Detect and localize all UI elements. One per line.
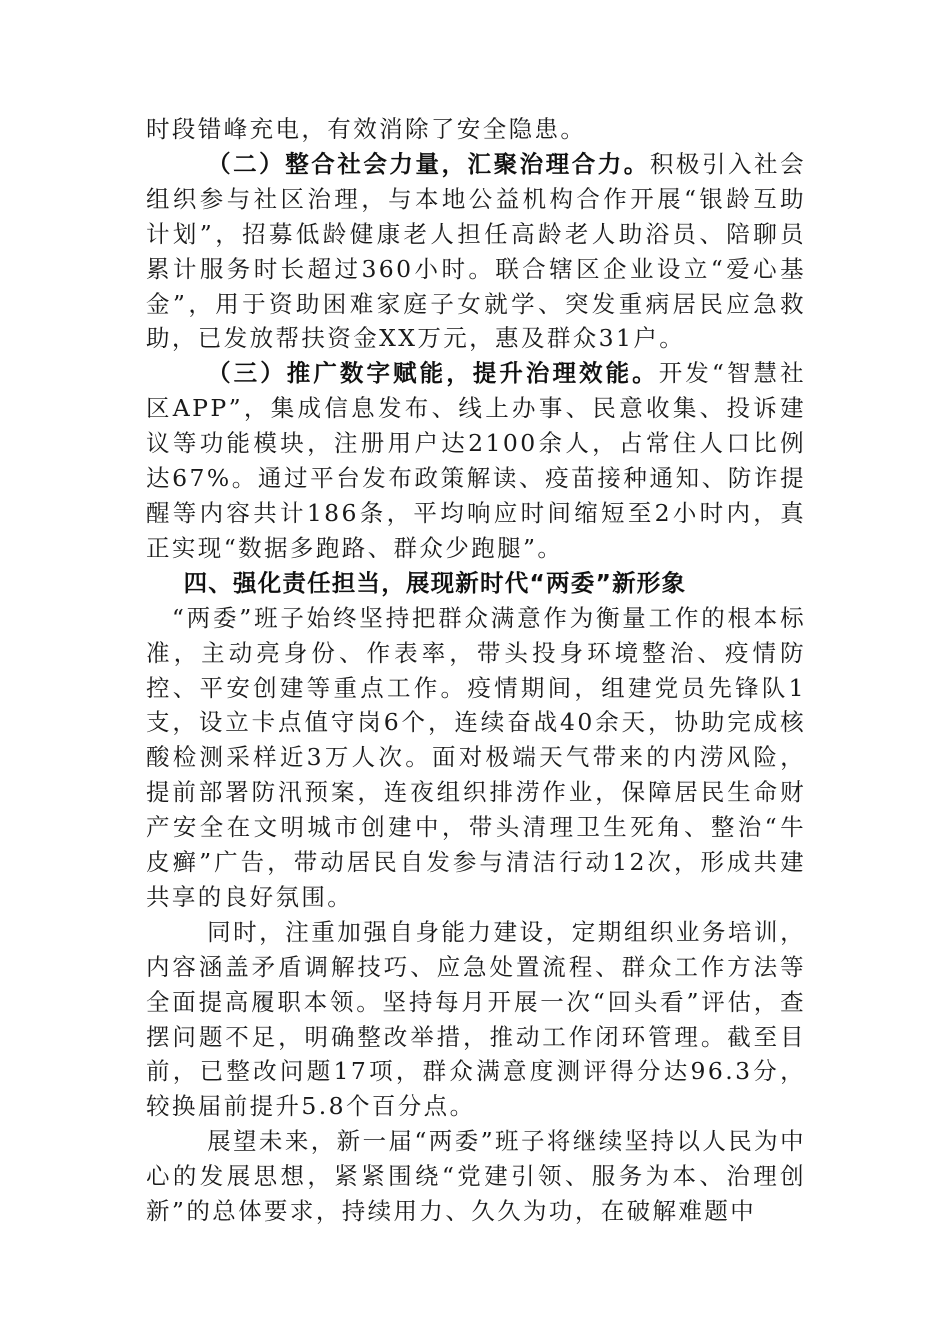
paragraph-capacity: 同时，注重加强自身能力建设，定期组织业务培训，内容涵盖矛盾调解技巧、应急处置流程、群众工作方法等全面提高履职本领。坚持每月开展一次“回头看”评估，查摆问题不足，明确整改举措，推动工作闭环管理。截至目前，已整改问题17项，群众满意度测评得分达96.3分，较换届前提升5.8个百分点。 (146, 917, 806, 1121)
paragraph-text: 开发“智慧社区APP”，集成信息发布、线上办事、民意收集、投诉建议等功能模块，注册用户达2100余人，占常住人口比例达67%。通过平台发布政策解读、疫苗接种通知、防诈提醒等内容共计186条，平均响应时间缩短至2小时内，真正实现“数据多跑路、群众少跑腿”。 (146, 359, 806, 562)
paragraph-lead: （二）整合社会力量，汇聚治理合力。 (207, 149, 650, 178)
document-body (146, 112, 806, 1229)
paragraph-continuation (146, 112, 806, 147)
paragraph-text: 积极引入社会组织参与社区治理，与本地公益机构合作开展“银龄互助计划”，招募低龄健康老人担任高龄老人助浴员、陪聊员累计服务时长超过360小时。联合辖区企业设立“爱心基金”，用于资助困难家庭子女就学、突发重病居民应急救助，已发放帮扶资金XX万元，惠及群众31户。 (146, 149, 806, 353)
paragraph-digital (146, 356, 806, 565)
paragraph-social-forces (146, 147, 806, 356)
paragraph-text: 时段错峰充电，有效消除了安全隐患。 (146, 115, 587, 143)
paragraph-responsibility: “两委”班子始终坚持把群众满意作为衡量工作的根本标准，主动亮身份、作表率，带头投身环境整治、疫情防控、平安创建等重点工作。疫情期间，组建党员先锋队1支，设立卡点值守岗6个，连续奋战40余天，协助完成核酸检测采样近3万人次。面对极端天气带来的内涝风险，提前部署防汛预案，连夜组织排涝作业，保障居民生命财产安全在文明城市创建中，带头清理卫生死角、整治“牛皮癣”广告，带动居民自发参与清洁行动12次，形成共建共享的良好氛围。 (146, 603, 806, 911)
paragraph-outlook: 展望未来，新一届“两委”班子将继续坚持以人民为中心的发展思想，紧紧围绕“党建引领、服务为本、治理创新”的总体要求，持续用力、久久为功，在破解难题中 (146, 1127, 806, 1226)
section-heading: 四、强化责任担当，展现新时代“两委”新形象 (183, 568, 687, 597)
paragraph-lead: （三）推广数字赋能，提升治理效能。 (207, 359, 659, 388)
